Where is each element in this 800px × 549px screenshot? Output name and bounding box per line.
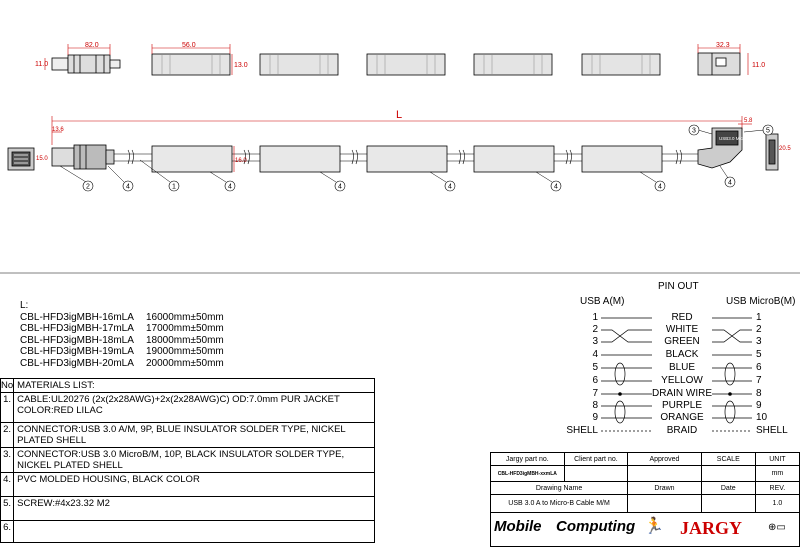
pinout-a-pin: 8 [592,400,598,411]
dim-b-width: 32.3 [716,42,730,49]
tb-part-no: CBL-HFD3igMBH-xxmLA [491,466,565,482]
tb-date-header: Date [701,482,755,495]
tb-date [701,495,755,513]
callout-4f: 4 [658,183,662,191]
callout-4b: 4 [228,183,232,191]
length-value: 17000mm±50mm [146,323,224,335]
materials-row [1,423,375,448]
length-row [20,323,224,335]
tb-drawing-header: Drawing Name [491,482,628,495]
materials-no: 1. [1,393,14,423]
pinout-b-pin: 10 [756,412,768,423]
materials-row [1,393,375,423]
dim-ferrite-length: 56.0 [182,42,196,49]
dim-length-label: L [396,109,403,121]
materials-row [1,473,375,497]
pinout-a-pin: 7 [592,388,598,399]
materials-text: CABLE:UL20276 (2x(2x28AWG)+2x(2x28AWG)C) OD:7.0mm PUR JACKET COLOR:RED LILAC [14,393,375,423]
pinout-a-pin: 4 [592,349,598,360]
logo-computing: Computing [556,518,636,535]
pinout-wire-color: ORANGE [660,412,704,423]
pinout-b-pin: 7 [756,375,762,386]
pinout-b-pin: 1 [756,312,762,323]
tb-approved [628,466,702,482]
tb-client-header: Client part no. [564,453,628,466]
dim-a-width: 82.0 [85,42,99,49]
top-a-connector-view [52,55,120,73]
materials-table [0,378,375,543]
tb-approved-header: Approved [628,453,702,466]
tb-scale-header: SCALE [701,453,755,466]
pinout-wire-color: GREEN [664,336,700,347]
micro-b-label: USB3.0 Micro-B [719,136,752,141]
pinout-wires [601,318,752,431]
tb-drawing-name: USB 3.0 A to Micro-B Cable M/M [491,495,628,513]
pinout-b-pin: SHELL [756,425,788,436]
callout-4a: 4 [126,183,130,191]
pinout-a-pin: 5 [592,362,598,373]
pinout-right-title: USB MicroB(M) [726,296,796,307]
dim-a-face: 15.0 [36,156,48,162]
materials-no: 5. [1,497,14,521]
length-model: CBL-HFD3igMBH-20mLA [20,357,134,369]
tb-unit: mm [755,466,799,482]
ferrite-cores [152,146,662,172]
callout-4g: 4 [728,179,732,187]
pinout-left-title: USB A(M) [580,296,625,307]
materials-no-header: No [1,380,14,391]
callout-3: 3 [692,127,696,135]
runner-icon: 🏃 [644,518,664,535]
materials-text: PVC MOLDED HOUSING, BLACK COLOR [14,473,375,497]
length-heading: L: [20,300,29,311]
length-model: CBL-HFD3igMBH-16mLA [20,311,134,323]
pinout-a-pin: 3 [592,336,598,347]
projection-symbol-icon: ⊕▭ [768,522,786,533]
pinout-b-pin: 2 [756,324,762,335]
pinout-b-pin: 3 [756,336,762,347]
materials-text: CONNECTOR:USB 3.0 MicroB/M, 10P, BLACK INSULATOR SOLDER TYPE, NICKEL PLATED SHELL [14,448,375,473]
length-value: 19000mm±50mm [146,346,224,358]
tb-drawn [628,495,702,513]
materials-no: 3. [1,448,14,473]
pinout-wire-color: YELLOW [661,375,703,386]
length-value: 20000mm±50mm [146,357,224,369]
top-b-connector-view [698,53,740,75]
materials-text [14,521,375,543]
callout-2: 2 [86,183,90,191]
micro-b-end-face [766,134,778,170]
pinout-a-pin: 6 [592,375,598,386]
dim-b-height: 11.0 [752,62,766,69]
pinout-wire-color: BRAID [666,425,698,436]
pinout-wire-color: BLUE [668,362,696,373]
pinout-a-pin: 2 [592,324,598,335]
pinout-wire-color: WHITE [665,324,699,335]
length-row [20,312,224,324]
usb-a-connector [52,145,114,169]
callout-4d: 4 [448,183,452,191]
materials-text: SCREW:#4x23.32 M2 [14,497,375,521]
materials-no: 2. [1,423,14,448]
tb-unit-header: UNIT [755,453,799,466]
pinout-a-pin: 1 [592,312,598,323]
length-model: CBL-HFD3igMBH-18mLA [20,334,134,346]
usb-a-end-face [8,148,34,170]
callout-5: 5 [766,127,770,135]
materials-title: MATERIALS LIST: [14,379,375,393]
pinout-b-pin: 8 [756,388,762,399]
pinout-wire-color: DRAIN WIRE [652,388,712,399]
pinout-a-pin: SHELL [566,425,598,436]
callout-1: 1 [172,183,176,191]
dim-a-offset: 13.6 [52,127,64,133]
pinout-wire-color: PURPLE [661,400,702,411]
materials-row [1,521,375,543]
length-value: 18000mm±50mm [146,334,224,346]
materials-row [1,497,375,521]
pinout-b-pin: 6 [756,362,762,373]
tb-scale [701,466,755,482]
logo-jargy: JARGY [680,518,742,538]
top-ferrite-views [152,54,660,75]
pinout-title: PIN OUT [658,281,699,292]
tb-drawn-header: Drawn [628,482,702,495]
dim-ferrite-height: 13.0 [234,62,248,69]
tb-client-no [564,466,628,482]
micro-b-connector [698,128,742,168]
materials-row [1,448,375,473]
length-row [20,358,224,370]
materials-no: 6. [1,521,14,543]
length-value: 16000mm±50mm [146,311,224,323]
length-row [20,346,224,358]
length-row [20,335,224,347]
pinout-wire-color: BLACK [665,349,699,360]
callout-4e: 4 [554,183,558,191]
logo-mobile: Mobile [494,518,542,535]
materials-header-row [1,379,375,393]
materials-no: 4. [1,473,14,497]
dim-ferrite-dia: 16.0 [235,158,247,164]
pinout-wire-color: RED [671,312,693,323]
tb-rev-header: REV. [755,482,799,495]
callout-4c: 4 [338,183,342,191]
length-table [20,300,224,370]
length-model: CBL-HFD3igMBH-17mLA [20,323,134,335]
length-model: CBL-HFD3igMBH-19mLA [20,346,134,358]
pinout-b-pin: 5 [756,349,762,360]
dim-b-face: 20.5 [779,146,791,152]
pinout-b-pin: 9 [756,400,762,411]
pinout-a-pin: 9 [592,412,598,423]
dim-a-height: 11.0 [35,61,49,68]
tb-rev: 1.0 [755,495,799,513]
tb-part-header: Jargy part no. [491,453,565,466]
dim-b-offset: 5.8 [744,118,753,124]
materials-text: CONNECTOR:USB 3.0 A/M, 9P, BLUE INSULATOR SOLDER TYPE, NICKEL PLATED SHELL [14,423,375,448]
